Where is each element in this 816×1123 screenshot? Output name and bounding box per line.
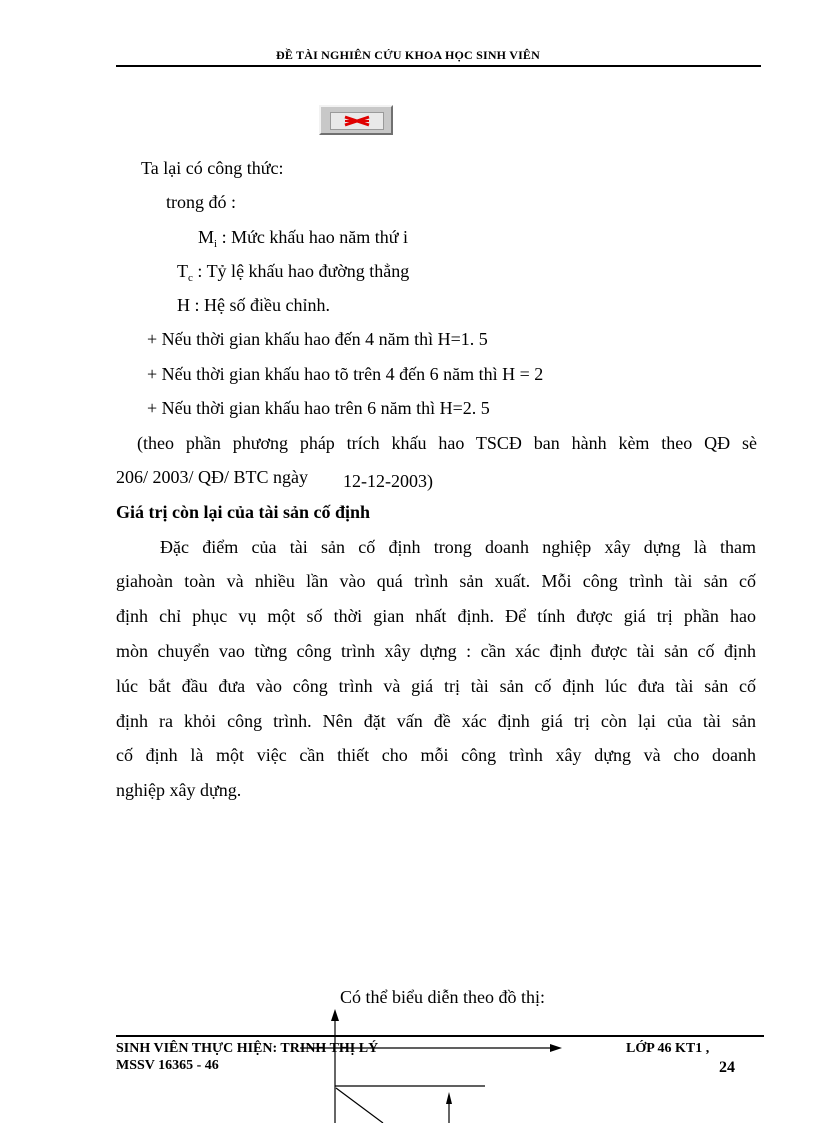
footer-mssv: MSSV 16365 - 46 <box>116 1058 219 1073</box>
paragraph-line-7: cố định là một việc cần thiết cho mỗi công trình xây dựng và cho doanh <box>116 745 756 765</box>
paragraph-line-3: định chỉ phục vụ một số thời gian nhất định. Để tính được giá trị phần hao <box>116 606 756 626</box>
rule-line-3: + Nếu thời gian khấu hao trên 6 năm thì H=2. 5 <box>147 398 490 418</box>
formula-where: trong đó : <box>166 192 236 212</box>
note-line-2: 206/ 2003/ QĐ/ BTC ngày <box>116 467 308 487</box>
paragraph-line-8: nghiệp xây dựng. <box>116 780 242 800</box>
variable-mi-subscript: i <box>214 238 218 250</box>
variable-mi-symbol: M <box>198 227 215 247</box>
paragraph-line-5: lúc bắt đầu đưa vào công trình và giá trị tài sản cố định lúc đưa tài sản cố <box>116 676 756 696</box>
note-line-1: (theo phần phương pháp trích khấu hao TSCĐ ban hành kèm theo QĐ sè <box>137 433 757 453</box>
y-axis <box>331 1009 339 1123</box>
variable-tc-subscript: c <box>188 272 193 284</box>
paragraph-line-2: giahoàn toàn và nhiều lần vào quá trình sản xuất. Mỗi công trình tài sản cố <box>116 571 756 591</box>
formula-intro: Ta lại có công thức: <box>141 158 284 178</box>
paragraph-line-6: định ra khỏi công trình. Nên đặt vấn đề xác định giá trị còn lại của tài sản <box>116 711 756 731</box>
variable-tc-symbol: T <box>177 261 188 281</box>
header-rule <box>116 65 761 67</box>
broken-image-icon <box>331 113 383 129</box>
variable-mi-line <box>198 227 408 254</box>
page-number: 24 <box>719 1059 735 1076</box>
footer-class: LỚP 46 KT1 , <box>626 1041 710 1056</box>
chart-caption: Có thể biểu diễn theo đồ thị: <box>340 987 545 1007</box>
vertical-arrow <box>446 1092 452 1123</box>
note-date: 12-12-2003) <box>343 471 433 491</box>
rule-line-2: + Nếu thời gian khấu hao tõ trên 4 đến 6 năm thì H = 2 <box>147 364 544 384</box>
header-title: ĐỀ TÀI NGHIÊN CỨU KHOA HỌC SINH VIÊN <box>275 48 541 62</box>
formula-image <box>319 105 393 135</box>
variable-tc-line <box>177 261 409 288</box>
depreciation-line <box>336 1088 383 1123</box>
rule-line-1: + Nếu thời gian khấu hao đến 4 năm thì H=1. 5 <box>147 329 488 349</box>
footer-student-name: TRINH THỊ LÝ <box>280 1041 379 1056</box>
variable-tc-text: : Tỷ lệ khấu hao đường thẳng <box>192 261 410 281</box>
footer-rule <box>116 1035 764 1037</box>
footer-student <box>116 1041 378 1057</box>
paragraph-line-4: mòn chuyển vao từng công trình xây dựng : cần xác định được tài sản cố định <box>116 641 756 661</box>
variable-mi-text: : Mức khấu hao năm thứ i <box>217 227 409 247</box>
section-heading: Giá trị còn lại của tài sản cố định <box>116 502 371 522</box>
footer-student-label: SINH VIÊN THỰC HIỆN: <box>116 1041 281 1056</box>
paragraph-line-1: Đặc điểm của tài sản cố định trong doanh nghiệp xây dựng là tham <box>160 537 756 557</box>
variable-h-line: H : Hệ số điều chỉnh. <box>177 295 330 315</box>
